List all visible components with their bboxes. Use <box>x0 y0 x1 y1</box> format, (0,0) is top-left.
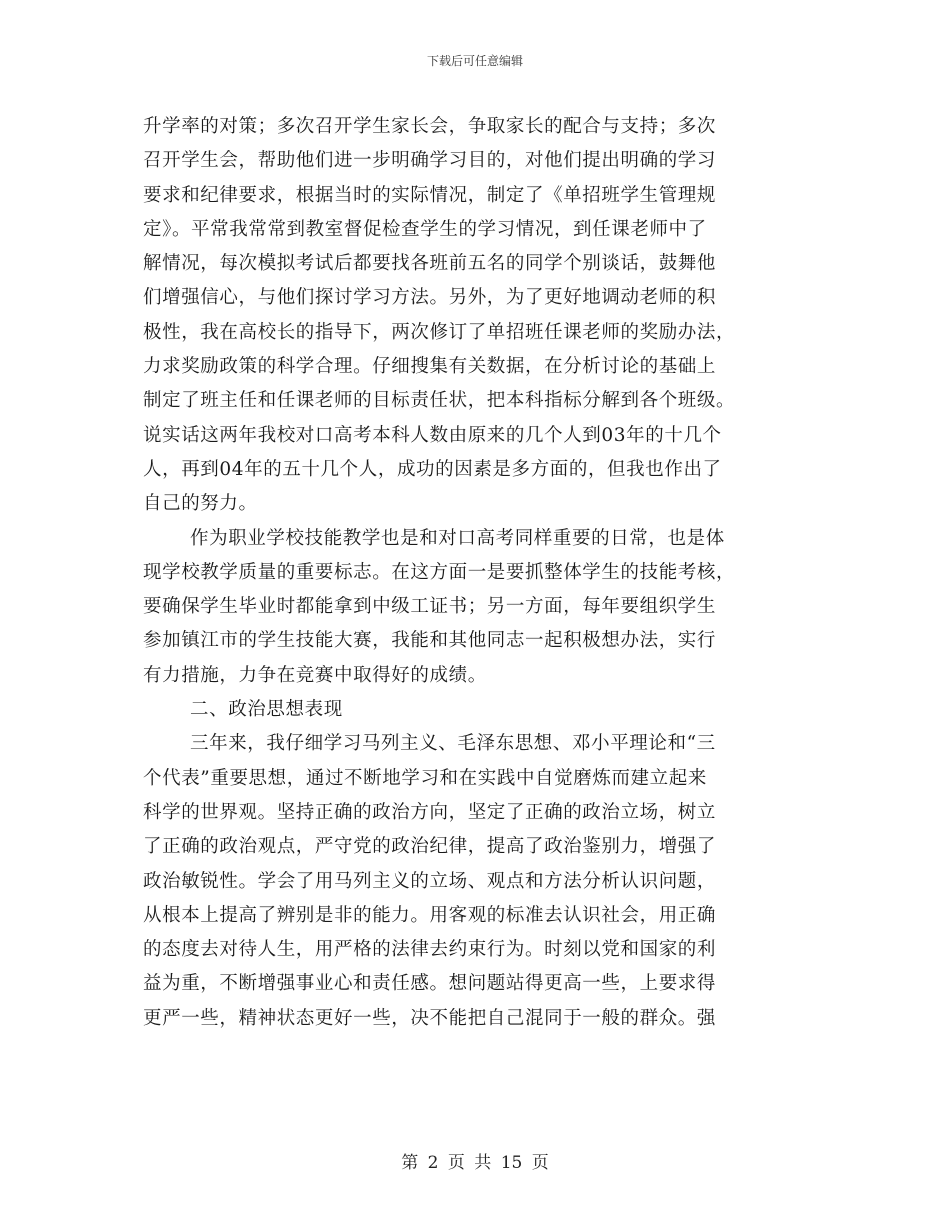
text-line: 要求和纪律要求，根据当时的实际情况，制定了《单招班学生管理规 <box>143 184 717 206</box>
text-line: 政治敏锐性。学会了用马列主义的立场、观点和方法分析认识问题， <box>143 870 717 892</box>
text-line: 更严一些，精神状态更好一些，决不能把自己混同于一般的群众。强 <box>143 1007 717 1029</box>
text-line: 作为职业学校技能教学也是和对口高考同样重要的日常，也是体 <box>190 527 725 549</box>
text-line: 参加镇江市的学生技能大赛，我能和其他同志一起积极想办法，实行 <box>143 630 717 652</box>
text-line: 科学的世界观。坚持正确的政治方向，坚定了正确的政治立场，树立 <box>143 801 717 823</box>
text-line: 了正确的政治观点，严守党的政治纪律，提高了政治鉴别力，增强了 <box>143 836 717 858</box>
text-line: 有力措施，力争在竞赛中取得好的成绩。 <box>143 664 487 686</box>
text-line: 要确保学生毕业时都能拿到中级工证书；另一方面，每年要组织学生 <box>143 596 717 618</box>
text-line: 升学率的对策；多次召开学生家长会，争取家长的配合与支持；多次 <box>143 116 717 137</box>
text-line: 们增强信心，与他们探讨学习方法。另外，为了更好地调动老师的积 <box>143 287 717 309</box>
text-line: 个代表”重要思想，通过不断地学习和在实践中自觉磨炼而建立起来 <box>143 767 707 789</box>
text-line: 说实话这两年我校对口高考本科人数由原来的几个人到03年的十几个 <box>143 424 722 446</box>
text-line: 制定了班主任和任课老师的目标责任状，把本科指标分解到各个班级。 <box>143 390 736 412</box>
page-footer: 第 2 页 共 15 页 <box>401 1153 549 1173</box>
text-line: 益为重，不断增强事业心和责任感。想问题站得更高一些，上要求得 <box>143 973 717 995</box>
text-line: 二、政治思想表现 <box>190 699 343 721</box>
text-line: 定》。平常我常常到教室督促检查学生的学习情况，到任课老师中了 <box>143 218 707 240</box>
text-line: 现学校教学质量的重要标志。在这方面一是要抓整体学生的技能考核， <box>143 561 736 583</box>
document-body <box>143 110 808 1036</box>
text-line: 的态度去对待人生，用严格的法律去约束行为。时刻以党和国家的利 <box>143 939 717 961</box>
text-line: 力求奖励政策的科学合理。仔细搜集有关数据，在分析讨论的基础上 <box>143 356 717 378</box>
text-line: 召开学生会，帮助他们进一步明确学习目的，对他们提出明确的学习 <box>143 150 717 172</box>
text-line: 人，再到04年的五十几个人，成功的因素是多方面的，但我也作出了 <box>143 458 722 480</box>
text-line: 极性，我在高校长的指导下，两次修订了单招班任课老师的奖励办法， <box>143 321 736 343</box>
text-line: 解情况，每次模拟考试后都要找各班前五名的同学个别谈话，鼓舞他 <box>143 253 717 275</box>
page-header: 下载后可任意编辑 <box>426 54 523 68</box>
text-line: 从根本上提高了辨别是非的能力。用客观的标准去认识社会，用正确 <box>143 904 717 926</box>
text-line: 三年来，我仔细学习马列主义、毛泽东思想、邓小平理论和“三 <box>190 733 716 755</box>
text-line: 自己的努力。 <box>143 493 258 515</box>
